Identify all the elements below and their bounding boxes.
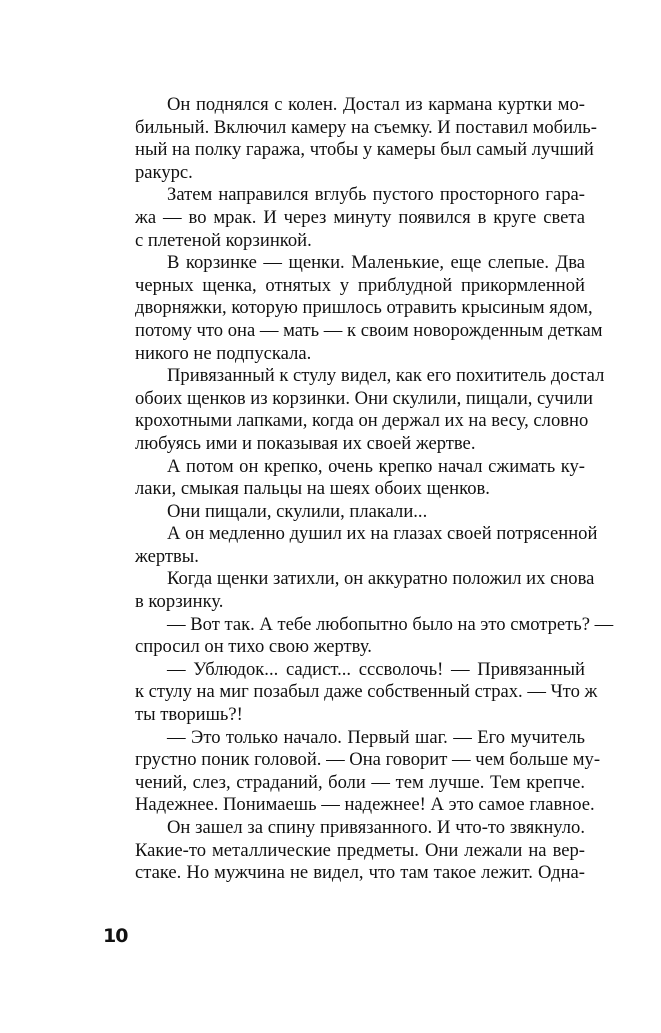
text-line: — Ублюдок... садист... сссволочь! — Привязанный <box>167 658 585 680</box>
paragraph <box>103 523 598 568</box>
text-line: жертвы. <box>135 545 199 567</box>
text-line: в корзинку. <box>135 591 224 613</box>
text-line: Привязанный к стулу видел, как его похититель достал <box>167 365 605 387</box>
paragraph <box>103 252 603 365</box>
paragraph <box>103 501 585 524</box>
text-line: ный на полку гаража, чтобы у камеры был самый лучший <box>135 139 594 161</box>
text-line: стаке. Но мужчина не видел, что там такое лежит. Одна- <box>135 862 585 884</box>
text-line: В корзинке — щенки. Маленькие, еще слепые. Два <box>167 252 585 274</box>
text-line: Надежнее. Понимаешь — надежнее! А это самое главное. <box>135 794 595 816</box>
paragraph <box>103 184 585 252</box>
text-line: Он зашел за спину привязанного. И что-то звякнуло. <box>167 817 585 838</box>
text-line: лаки, смыкая пальцы на шеях обоих щенков. <box>135 478 490 500</box>
text-line: любуясь ими и показывая их своей жертве. <box>135 432 476 454</box>
paragraph <box>103 568 595 613</box>
text-line: черных щенка, отнятых у приблудной прикормленной <box>135 274 585 296</box>
paragraph <box>103 613 614 659</box>
text-line: А он медленно душил их на глазах своей потрясенной <box>167 523 598 545</box>
paragraph <box>103 658 598 727</box>
paragraph <box>103 456 585 501</box>
text-line: Затем направился вглубь пустого просторного гара- <box>167 184 585 206</box>
paragraph <box>103 365 605 455</box>
page-text-body <box>103 94 614 885</box>
text-line: к стулу на миг позабыл даже собственный страх. — Что ж <box>135 681 598 703</box>
text-line: бильный. Включил камеру на съемку. И поставил мобиль- <box>135 116 597 138</box>
text-line: крохотными лапками, когда он держал их на весу, словно <box>135 410 589 432</box>
text-line: грустно поник головой. — Она говорит — чем больше му- <box>135 749 601 771</box>
paragraph <box>103 726 601 817</box>
text-line: никого не подпускала. <box>135 342 312 364</box>
text-line: ты творишь?! <box>135 704 243 726</box>
text-line: дворняжки, которую пришлось отравить крысиным ядом, <box>135 297 593 319</box>
text-line: с плетеной корзинкой. <box>135 229 312 251</box>
text-line: Какие-то металлические предметы. Они лежали на вер- <box>135 839 585 861</box>
text-line: чений, слез, страданий, боли — тем лучше. Тем крепче. <box>135 771 585 793</box>
paragraph <box>103 94 597 184</box>
text-line: спросил он тихо свою жертву. <box>135 636 372 658</box>
text-line: — Вот так. А тебе любопытно было на это смотреть? — <box>167 613 614 635</box>
text-line: Они пищали, скулили, плакали... <box>167 500 428 522</box>
text-line: потому что она — мать — к своим новорожденным деткам <box>135 319 603 341</box>
text-line: Он поднялся с колен. Достал из кармана куртки мо- <box>167 94 585 115</box>
text-line: Когда щенки затихли, он аккуратно положил их снова <box>167 568 595 590</box>
paragraph <box>103 817 585 885</box>
text-line: ракурс. <box>135 161 193 183</box>
text-line: — Это только начало. Первый шаг. — Его мучитель <box>167 726 585 748</box>
text-line: обоих щенков из корзинки. Они скулили, пищали, сучили <box>135 387 593 409</box>
text-line: жа — во мрак. И через минуту появился в круге света <box>135 206 585 228</box>
page-number: 10 <box>103 925 128 947</box>
text-line: А потом он крепко, очень крепко начал сжимать ку- <box>167 455 585 477</box>
